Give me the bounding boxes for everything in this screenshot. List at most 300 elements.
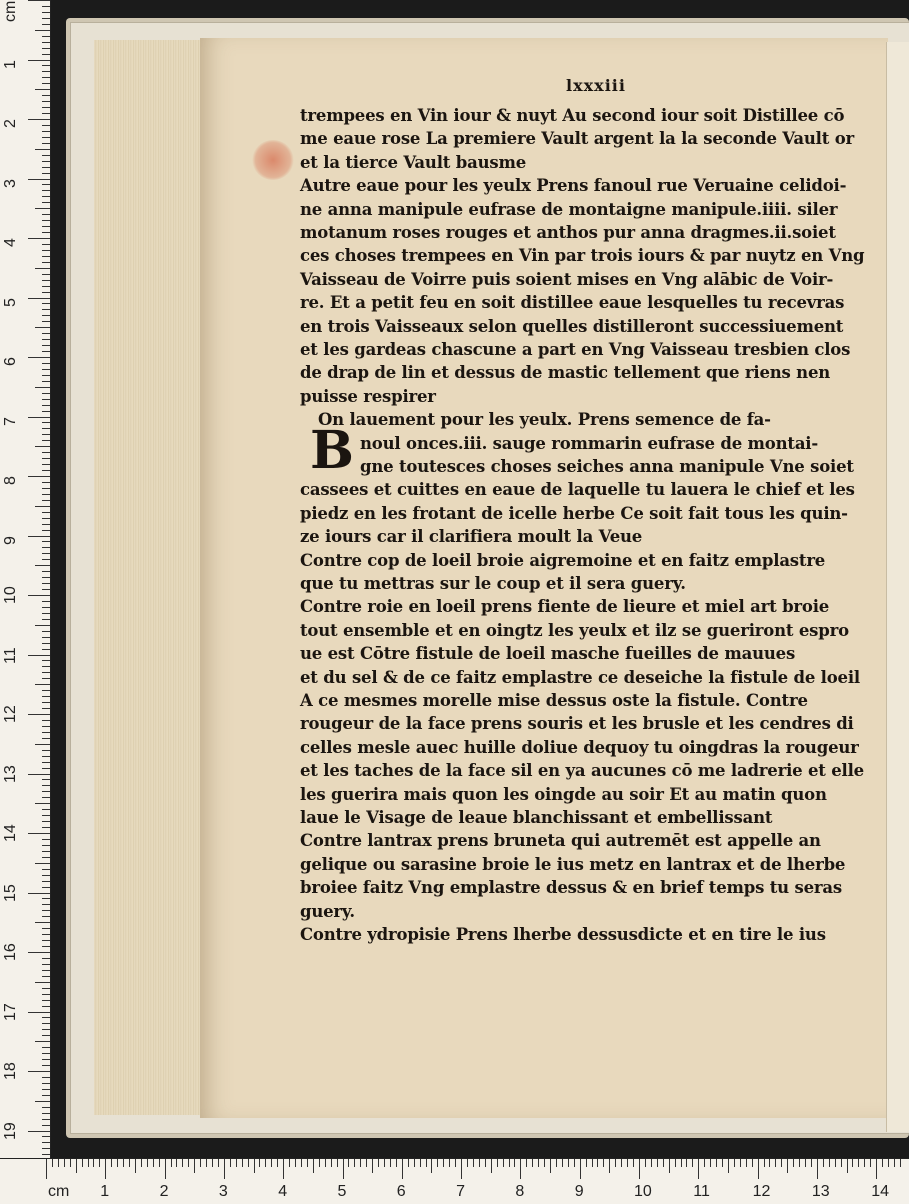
- ruler-tick: [42, 345, 50, 346]
- ruler-number: 11: [2, 646, 19, 664]
- ruler-tick: [42, 619, 50, 620]
- ruler-tick: [105, 1159, 106, 1179]
- ruler-tick: [325, 1159, 326, 1167]
- text-line: Contre lantrax prens bruneta qui autremēt est appelle an: [300, 831, 821, 851]
- ruler-tick: [621, 1159, 622, 1167]
- ruler-tick: [35, 1101, 50, 1102]
- ruler-tick: [35, 982, 50, 983]
- ruler-tick: [864, 1159, 865, 1167]
- ruler-tick: [550, 1159, 551, 1173]
- ruler-number: 10: [634, 1183, 652, 1200]
- ruler-tick: [42, 958, 50, 959]
- ruler-tick: [663, 1159, 664, 1167]
- ruler-tick: [817, 1159, 818, 1179]
- ruler-number: 8: [515, 1183, 525, 1200]
- ruler-tick: [42, 274, 50, 275]
- ruler-tick: [42, 827, 50, 828]
- ruler-tick: [182, 1159, 183, 1167]
- ruler-tick: [111, 1159, 112, 1167]
- ruler-tick: [728, 1159, 729, 1173]
- ruler-number: 9: [574, 1183, 584, 1200]
- ruler-unit-label: cm: [2, 0, 19, 22]
- ruler-tick: [343, 1159, 344, 1179]
- text-line: Contre ydropisie Prens lherbe dessusdicte et en tire le ius: [300, 925, 826, 944]
- ruler-tick: [615, 1159, 616, 1167]
- ruler-tick: [259, 1159, 260, 1167]
- ruler-tick: [443, 1159, 444, 1167]
- ruler-tick: [42, 292, 50, 293]
- text-line: me eaue rose La premiere Vault argent la la seconde Vault or: [300, 129, 855, 149]
- decorated-initial: B: [310, 420, 354, 481]
- facing-page-edge: [886, 42, 909, 1132]
- ruler-tick: [627, 1159, 628, 1167]
- ruler-tick: [42, 375, 50, 376]
- ruler-tick: [28, 774, 50, 775]
- text-line: laue le Visage de leaue blanchissant et embellissant: [300, 808, 773, 827]
- ruler-tick: [42, 137, 50, 138]
- ruler-tick: [42, 315, 50, 316]
- ruler-tick: [76, 1159, 77, 1173]
- ruler-tick: [42, 107, 50, 108]
- ruler-tick: [82, 1159, 83, 1167]
- ruler-tick: [467, 1159, 468, 1167]
- ruler-number: 5: [337, 1183, 347, 1200]
- ruler-tick: [526, 1159, 527, 1167]
- ruler-tick: [28, 417, 50, 418]
- ruler-number: 13: [2, 764, 19, 783]
- ruler-tick: [876, 1159, 877, 1179]
- text-line: et les gardeas chascune a part en Vng Vaisseau tresbien clos: [300, 340, 851, 359]
- ruler-tick: [42, 458, 50, 459]
- text-line: gelique ou sarasine broie le ius metz en lantrax et de lherbe: [300, 854, 846, 874]
- ruler-tick: [42, 928, 50, 929]
- ruler-tick: [775, 1159, 776, 1167]
- bottom-ruler: [0, 1158, 909, 1204]
- ruler-tick: [532, 1159, 533, 1167]
- ruler-tick: [42, 690, 50, 691]
- ruler-tick: [28, 595, 50, 596]
- ruler-tick: [28, 179, 50, 180]
- ruler-unit-label-bottom: cm: [48, 1183, 70, 1200]
- ruler-tick: [176, 1159, 177, 1167]
- ruler-tick: [35, 1041, 50, 1042]
- ruler-tick: [348, 1159, 349, 1167]
- ruler-tick: [42, 434, 50, 435]
- ruler-tick: [42, 232, 50, 233]
- ruler-tick: [28, 238, 50, 239]
- ruler-tick: [811, 1159, 812, 1167]
- ruler-tick: [461, 1159, 462, 1179]
- ruler-tick: [722, 1159, 723, 1167]
- ruler-tick: [509, 1159, 510, 1167]
- ruler-tick: [88, 1159, 89, 1167]
- ruler-tick: [42, 440, 50, 441]
- ruler-tick: [42, 583, 50, 584]
- ruler-tick: [491, 1159, 492, 1173]
- ruler-tick: [42, 173, 50, 174]
- ruler-tick: [42, 797, 50, 798]
- ruler-tick: [675, 1159, 676, 1167]
- ruler-tick: [42, 839, 50, 840]
- ruler-tick: [900, 1159, 901, 1167]
- ruler-tick: [42, 678, 50, 679]
- ruler-tick: [42, 1035, 50, 1036]
- ruler-tick: [42, 994, 50, 995]
- ruler-tick: [42, 101, 50, 102]
- ruler-number: 2: [2, 119, 19, 128]
- ruler-tick: [28, 119, 50, 120]
- ruler-tick: [42, 875, 50, 876]
- ruler-tick: [35, 387, 50, 388]
- ruler-tick: [42, 1017, 50, 1018]
- ruler-tick: [42, 95, 50, 96]
- ruler-tick: [171, 1159, 172, 1167]
- ruler-tick: [42, 809, 50, 810]
- ruler-tick: [42, 1006, 50, 1007]
- ruler-tick: [42, 976, 50, 977]
- ruler-tick: [42, 1047, 50, 1048]
- text-line: ne anna manipule eufrase de montaigne manipule.iiii. siler: [300, 199, 838, 219]
- text-line: Contre cop de loeil broie aigremoine et en faitz emplastre: [300, 550, 826, 570]
- ruler-tick: [42, 577, 50, 578]
- ruler-tick: [42, 672, 50, 673]
- ruler-tick: [42, 1077, 50, 1078]
- ruler-tick: [28, 298, 50, 299]
- ruler-tick: [740, 1159, 741, 1167]
- ruler-tick: [42, 494, 50, 495]
- ruler-tick: [42, 720, 50, 721]
- ruler-tick: [858, 1159, 859, 1167]
- ruler-tick: [52, 1159, 53, 1167]
- text-line: piedz en les frotant de icelle herbe Ce soit fait tous les quin-: [300, 503, 848, 523]
- ruler-tick: [42, 649, 50, 650]
- ruler-tick: [716, 1159, 717, 1167]
- text-line: de drap de lin et dessus de mastic tellement que riens nen: [300, 363, 831, 383]
- ruler-tick: [42, 1136, 50, 1137]
- ruler-tick: [42, 910, 50, 911]
- text-line: que tu mettras sur le coup et il sera guery.: [300, 574, 686, 593]
- ruler-tick: [841, 1159, 842, 1167]
- ruler-tick: [42, 881, 50, 882]
- ruler-tick: [42, 696, 50, 697]
- text-line: puisse respirer: [300, 386, 436, 406]
- ruler-number: 14: [2, 824, 19, 842]
- ruler-tick: [42, 482, 50, 483]
- text-line: rougeur de la face prens souris et les brusle et les cendres di: [300, 714, 854, 734]
- ruler-tick: [99, 1159, 100, 1167]
- ruler-tick: [42, 821, 50, 822]
- folio-number: lxxxiii: [566, 76, 626, 95]
- ruler-tick: [42, 303, 50, 304]
- ruler-tick: [42, 125, 50, 126]
- ruler-tick: [289, 1159, 290, 1167]
- ruler-tick: [42, 1059, 50, 1060]
- ruler-tick: [42, 559, 50, 560]
- ruler-tick: [42, 196, 50, 197]
- ruler-tick: [42, 791, 50, 792]
- ruler-number: 6: [396, 1183, 406, 1200]
- ruler-tick: [42, 321, 50, 322]
- ruler-tick: [473, 1159, 474, 1167]
- ruler-tick: [657, 1159, 658, 1167]
- ruler-tick: [230, 1159, 231, 1167]
- ruler-tick: [42, 83, 50, 84]
- ruler-tick: [42, 637, 50, 638]
- ruler-tick: [301, 1159, 302, 1167]
- ruler-tick: [42, 1000, 50, 1001]
- ruler-tick: [28, 655, 50, 656]
- ruler-tick: [520, 1159, 521, 1179]
- text-line: re. Et a petit feu en soit distillee eaue lesquelles tu recevras: [300, 293, 845, 313]
- ruler-tick: [35, 208, 50, 209]
- ruler-tick: [93, 1159, 94, 1167]
- ruler-tick: [42, 518, 50, 519]
- ruler-number: 12: [2, 705, 19, 723]
- ruler-tick: [212, 1159, 213, 1167]
- ruler-tick: [402, 1159, 403, 1179]
- ruler-tick: [42, 756, 50, 757]
- ruler-tick: [42, 779, 50, 780]
- ruler-tick: [42, 940, 50, 941]
- text-line: A ce mesmes morelle mise dessus oste la fistule. Contre: [300, 691, 808, 710]
- ruler-tick: [835, 1159, 836, 1167]
- ruler-tick: [894, 1159, 895, 1167]
- ruler-tick: [35, 684, 50, 685]
- ruler-number: 11: [693, 1183, 710, 1200]
- ruler-tick: [35, 506, 50, 507]
- ruler-tick: [42, 202, 50, 203]
- ruler-tick: [360, 1159, 361, 1167]
- ruler-tick: [42, 970, 50, 971]
- ruler-tick: [254, 1159, 255, 1173]
- ruler-tick: [283, 1159, 284, 1179]
- ruler-tick: [319, 1159, 320, 1167]
- ruler-tick: [123, 1159, 124, 1167]
- ruler-tick: [42, 512, 50, 513]
- ruler-tick: [805, 1159, 806, 1167]
- ruler-tick: [603, 1159, 604, 1167]
- ruler-tick: [42, 857, 50, 858]
- ruler-number: 10: [2, 586, 19, 604]
- text-line: ue est Cōtre fistule de loeil masche fueilles de mauues: [300, 644, 796, 664]
- ruler-tick: [764, 1159, 765, 1167]
- ruler-tick: [42, 381, 50, 382]
- ruler-tick: [556, 1159, 557, 1167]
- ruler-tick: [35, 149, 50, 150]
- ruler-tick: [42, 333, 50, 334]
- ruler-tick: [42, 660, 50, 661]
- ruler-tick: [408, 1159, 409, 1167]
- text-line: et les taches de la face sil en ya aucunes cō me ladrerie et elle: [300, 761, 864, 781]
- page-fore-edge: [94, 40, 206, 1115]
- ruler-tick: [793, 1159, 794, 1167]
- text-line: broiee faitz Vng emplastre dessus & en brief temps tu seras: [300, 878, 842, 898]
- ruler-tick: [42, 1113, 50, 1114]
- ruler-tick: [42, 553, 50, 554]
- text-line: les guerira mais quon les oingde au soir Et au matin quon: [300, 784, 827, 804]
- ruler-tick: [597, 1159, 598, 1167]
- ruler-number: 1: [100, 1183, 110, 1200]
- ruler-tick: [313, 1159, 314, 1173]
- ruler-tick: [431, 1159, 432, 1173]
- ruler-tick: [42, 702, 50, 703]
- ruler-tick: [35, 625, 50, 626]
- ruler-number: 1: [2, 59, 19, 69]
- ruler-tick: [42, 1029, 50, 1030]
- ruler-tick: [42, 1023, 50, 1024]
- ruler-tick: [42, 12, 50, 13]
- ruler-tick: [42, 1089, 50, 1090]
- ruler-tick: [42, 369, 50, 370]
- ruler-tick: [35, 565, 50, 566]
- text-line: Contre roie en loeil prens fiente de lieure et miel art broie: [300, 597, 830, 617]
- ruler-tick: [42, 500, 50, 501]
- ruler-tick: [28, 952, 50, 953]
- ruler-tick: [829, 1159, 830, 1167]
- ruler-number: 2: [159, 1183, 169, 1200]
- ruler-tick: [194, 1159, 195, 1173]
- text-line: celles mesle auec huille doliue dequoy tu oingdras la rougeur: [300, 737, 859, 757]
- ruler-tick: [42, 488, 50, 489]
- ruler-tick: [35, 446, 50, 447]
- ruler-tick: [236, 1159, 237, 1167]
- ruler-tick: [758, 1159, 759, 1179]
- ruler-tick: [42, 601, 50, 602]
- left-ruler: [0, 0, 51, 1158]
- ruler-tick: [42, 524, 50, 525]
- ruler-tick: [28, 1071, 50, 1072]
- ruler-tick: [633, 1159, 634, 1167]
- ruler-tick: [70, 1159, 71, 1167]
- ruler-tick: [42, 1142, 50, 1143]
- ruler-tick: [242, 1159, 243, 1167]
- ruler-tick: [639, 1159, 640, 1179]
- ruler-number: 4: [2, 238, 19, 247]
- ruler-tick: [42, 256, 50, 257]
- ruler-tick: [218, 1159, 219, 1167]
- ruler-tick: [42, 904, 50, 905]
- ruler-tick: [42, 547, 50, 548]
- text-line: ze iours car il clarifiera moult la Veue: [300, 527, 643, 547]
- ruler-tick: [692, 1159, 693, 1167]
- ruler-tick: [28, 833, 50, 834]
- ruler-tick: [568, 1159, 569, 1167]
- ruler-tick: [28, 357, 50, 358]
- ruler-tick: [129, 1159, 130, 1167]
- ruler-tick: [366, 1159, 367, 1167]
- ruler-tick: [28, 1012, 50, 1013]
- ruler-number: 14: [871, 1183, 889, 1200]
- ruler-tick: [42, 541, 50, 542]
- ruler-tick: [42, 785, 50, 786]
- ruler-tick: [42, 916, 50, 917]
- ruler-tick: [64, 1159, 65, 1167]
- text-line: On lauement pour les yeulx. Prens semence de fa-: [318, 410, 771, 430]
- ruler-tick: [42, 845, 50, 846]
- ruler-tick: [479, 1159, 480, 1167]
- ruler-tick: [42, 946, 50, 947]
- ruler-tick: [295, 1159, 296, 1167]
- ruler-tick: [562, 1159, 563, 1167]
- ruler-tick: [206, 1159, 207, 1167]
- ruler-tick: [271, 1159, 272, 1167]
- ruler-tick: [426, 1159, 427, 1167]
- ruler-number: 18: [2, 1062, 19, 1080]
- ruler-number: 4: [278, 1183, 288, 1200]
- ruler-tick: [42, 18, 50, 19]
- ruler-tick: [141, 1159, 142, 1167]
- ruler-tick: [787, 1159, 788, 1173]
- text-line: cassees et cuittes en eaue de laquelle tu lauera le chief et les: [300, 480, 855, 500]
- ruler-tick: [42, 351, 50, 352]
- text-line: tout ensemble et en oingtz les yeulx et ilz se gueriront espro: [300, 620, 849, 640]
- ruler-tick: [42, 898, 50, 899]
- ruler-tick: [42, 470, 50, 471]
- ruler-number: 8: [2, 476, 19, 485]
- ruler-tick: [42, 768, 50, 769]
- ruler-tick: [42, 666, 50, 667]
- ruler-tick: [852, 1159, 853, 1167]
- ruler-tick: [188, 1159, 189, 1167]
- ruler-tick: [746, 1159, 747, 1167]
- ruler-tick: [580, 1159, 581, 1179]
- ruler-tick: [28, 476, 50, 477]
- ruler-tick: [847, 1159, 848, 1173]
- ruler-tick: [117, 1159, 118, 1167]
- ruler-tick: [42, 964, 50, 965]
- ruler-tick: [42, 71, 50, 72]
- ruler-tick: [28, 1131, 50, 1132]
- ruler-tick: [888, 1159, 889, 1167]
- ruler-tick: [28, 714, 50, 715]
- ruler-tick: [42, 869, 50, 870]
- text-line: noul onces.iii. sauge rommarin eufrase de montai-: [360, 433, 819, 453]
- ruler-tick: [686, 1159, 687, 1167]
- ruler-tick: [704, 1159, 705, 1167]
- ruler-tick: [265, 1159, 266, 1167]
- ruler-tick: [331, 1159, 332, 1167]
- ruler-tick: [42, 988, 50, 989]
- ruler-tick: [35, 744, 50, 745]
- ruler-tick: [710, 1159, 711, 1167]
- ruler-tick: [42, 190, 50, 191]
- ruler-number: 5: [2, 297, 19, 307]
- ruler-tick: [42, 750, 50, 751]
- ruler-tick: [200, 1159, 201, 1167]
- ruler-tick: [42, 54, 50, 55]
- ruler-tick: [42, 184, 50, 185]
- ruler-tick: [165, 1159, 166, 1179]
- ruler-number: 9: [2, 535, 19, 545]
- ruler-tick: [42, 131, 50, 132]
- ruler-tick: [42, 113, 50, 114]
- ruler-tick: [414, 1159, 415, 1167]
- ruler-tick: [734, 1159, 735, 1167]
- ruler-tick: [455, 1159, 456, 1167]
- ruler-tick: [390, 1159, 391, 1167]
- ruler-tick: [42, 143, 50, 144]
- ruler-tick: [42, 250, 50, 251]
- ruler-tick: [384, 1159, 385, 1167]
- ruler-tick: [42, 1053, 50, 1054]
- ruler-tick: [42, 244, 50, 245]
- ruler-number: 6: [2, 357, 19, 366]
- ruler-tick: [42, 48, 50, 49]
- ruler-number: 3: [2, 178, 19, 188]
- ruler-tick: [42, 643, 50, 644]
- ruler-tick: [46, 1159, 47, 1179]
- ruler-tick: [35, 89, 50, 90]
